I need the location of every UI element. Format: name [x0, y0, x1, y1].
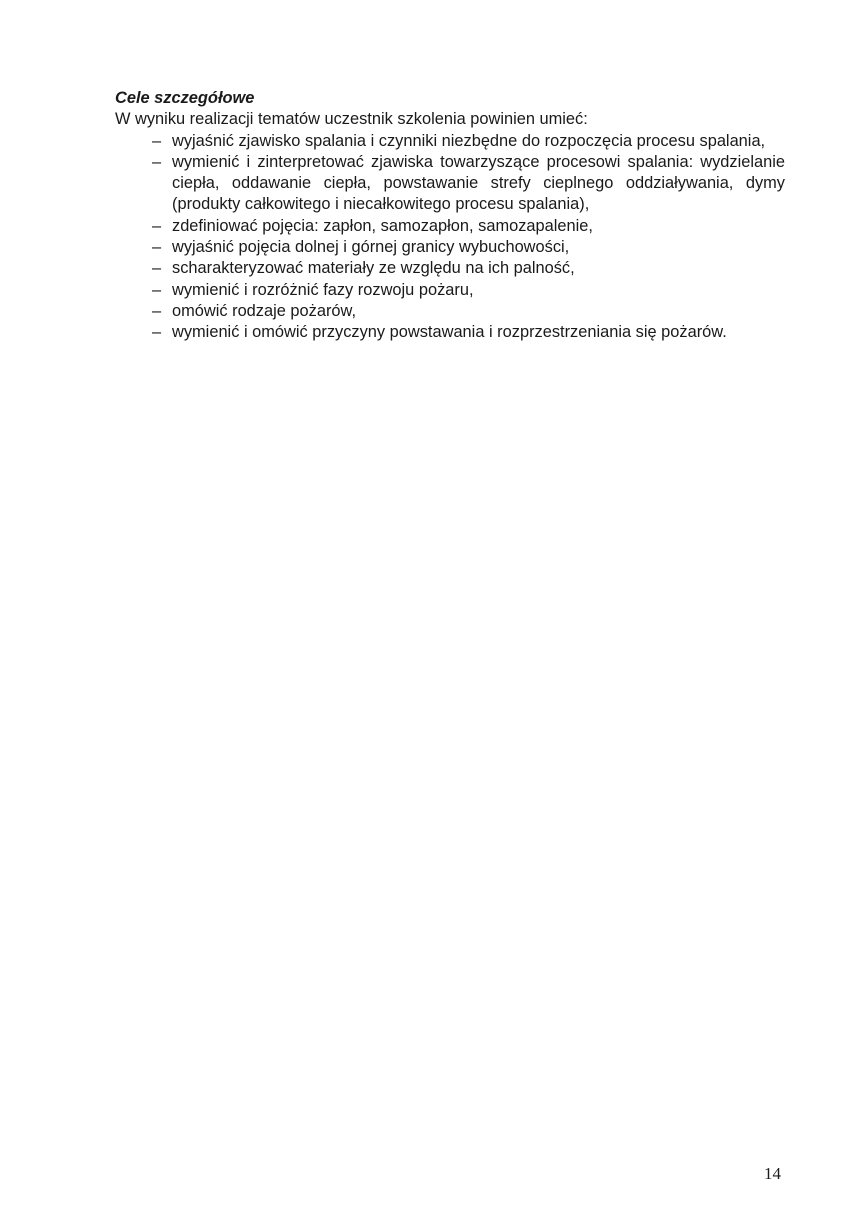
list-item: – scharakteryzować materiały ze względu na ich palność,	[172, 258, 785, 279]
objectives-list	[115, 131, 785, 344]
list-item: – wymienić i zinterpretować zjawiska towarzyszące procesowi spalania: wydzielanie ciepła, oddawanie ciepła, powstawanie strefy cieplnego oddziaływania, dymy (produkty całkowitego i niecałkowitego procesu spalania),	[172, 152, 785, 216]
list-item: – zdefiniować pojęcia: zapłon, samozapłon, samozapalenie,	[172, 216, 785, 237]
list-item: – wymienić i omówić przyczyny powstawania i rozprzestrzeniania się pożarów.	[172, 322, 785, 343]
list-item: – wymienić i rozróżnić fazy rozwoju pożaru,	[172, 280, 785, 301]
intro-text: W wyniku realizacji tematów uczestnik szkolenia powinien umieć:	[115, 110, 588, 129]
page-number: 14	[764, 1164, 781, 1183]
list-item: – omówić rodzaje pożarów,	[172, 301, 785, 322]
list-item: – wyjaśnić zjawisko spalania i czynniki niezbędne do rozpoczęcia procesu spalania,	[172, 131, 785, 152]
list-item: – wyjaśnić pojęcia dolnej i górnej granicy wybuchowości,	[172, 237, 785, 258]
section-heading: Cele szczegółowe	[115, 89, 255, 107]
objectives-section	[115, 88, 785, 344]
